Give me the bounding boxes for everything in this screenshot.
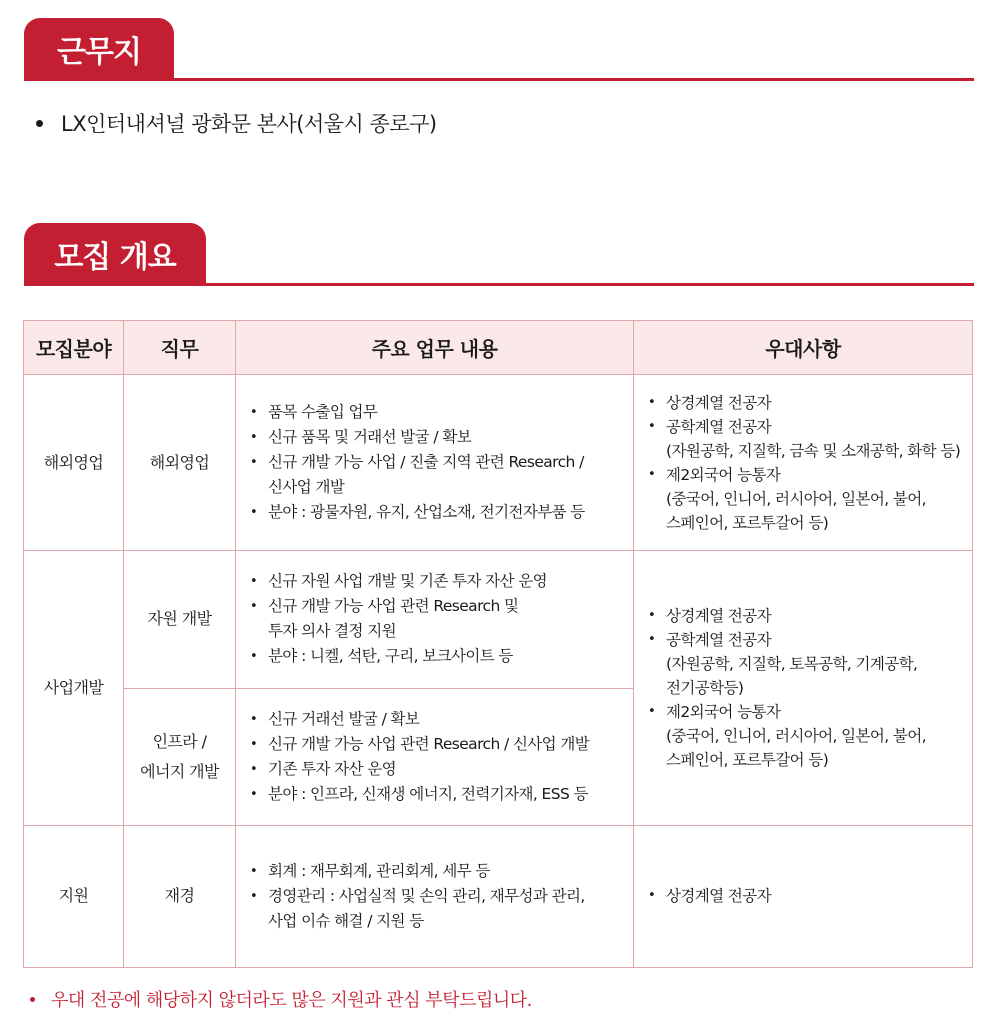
header-duties: 주요 업무 내용 xyxy=(236,321,634,375)
role-cell xyxy=(124,688,236,825)
duties-cell xyxy=(236,825,634,967)
list-item: • 분야 : 니켈, 석탄, 구리, 보크사이트 등 xyxy=(250,644,623,669)
table-row xyxy=(24,551,973,688)
list-item-line: 스페인어, 포르투갈어 등) xyxy=(666,751,829,770)
preferences-cell xyxy=(634,825,973,967)
recruitment-table xyxy=(23,320,973,968)
bullet-icon xyxy=(30,997,35,1002)
role-cell: 해외영업 xyxy=(124,375,236,551)
header-role: 직무 xyxy=(124,321,236,375)
location-item xyxy=(36,108,437,138)
list-item: • 신규 품목 및 거래선 발굴 / 확보 xyxy=(250,425,623,450)
list-item: • 신규 자원 사업 개발 및 기존 투자 자산 운영 xyxy=(250,569,623,594)
list-item-line: 사업 이슈 해결 / 지원 등 xyxy=(268,911,424,930)
list-item-line: • 제2외국어 능통자 xyxy=(666,703,781,722)
list-item-line: (중국어, 인니어, 러시아어, 일본어, 불어, xyxy=(666,489,926,508)
table-header-row xyxy=(24,321,973,375)
footer-note xyxy=(30,986,532,1012)
list-item: • 상경계열 전공자 xyxy=(648,604,962,628)
list-item-line: 신사업 개발 xyxy=(268,478,345,497)
table-row xyxy=(24,825,973,967)
list-item-line: (중국어, 인니어, 러시아어, 일본어, 불어, xyxy=(666,727,926,746)
list-item: • 기존 투자 자산 운영 xyxy=(250,757,623,782)
list-item xyxy=(648,415,962,463)
role-line: 에너지 개발 xyxy=(140,761,219,781)
duties-cell xyxy=(236,375,634,551)
list-item-line: (자원공학, 지질학, 토목공학, 기계공학, xyxy=(666,655,918,674)
field-cell: 해외영업 xyxy=(24,375,124,551)
overview-section-title: 모집 개요 xyxy=(24,223,206,285)
section-divider xyxy=(24,78,974,81)
role-cell: 재경 xyxy=(124,825,236,967)
list-item-line: 전기공학등) xyxy=(666,679,744,698)
list-item: • 상경계열 전공자 xyxy=(648,391,962,415)
list-item-line: • 제2외국어 능통자 xyxy=(666,465,781,484)
preferences-cell xyxy=(634,375,973,551)
list-item-line: 스페인어, 포르투갈어 등) xyxy=(666,513,829,532)
header-field: 모집분야 xyxy=(24,321,124,375)
list-item-line: (자원공학, 지질학, 금속 및 소재공학, 화학 등) xyxy=(666,441,961,460)
list-item: • 품목 수출입 업무 xyxy=(250,400,623,425)
list-item-line: • 공학계열 전공자 xyxy=(666,631,771,650)
location-section-header xyxy=(24,18,974,82)
list-item-line: • 신규 개발 가능 사업 관련 Research 및 xyxy=(268,597,519,616)
list-item xyxy=(648,463,962,535)
list-item: • 분야 : 광물자원, 유지, 산업소재, 전기전자부품 등 xyxy=(250,500,623,525)
list-item: • 신규 개발 가능 사업 관련 Research / 신사업 개발 xyxy=(250,732,623,757)
list-item: • 회계 : 재무회계, 관리회계, 세무 등 xyxy=(250,859,623,884)
list-item: • 신규 거래선 발굴 / 확보 xyxy=(250,707,623,732)
list-item xyxy=(250,594,623,644)
list-item-line: 투자 의사 결정 지원 xyxy=(268,622,396,641)
preferences-cell xyxy=(634,551,973,825)
table-row xyxy=(24,375,973,551)
list-item xyxy=(648,628,962,700)
duties-cell xyxy=(236,551,634,688)
role-line: 인프라 / xyxy=(152,731,207,751)
role-cell: 자원 개발 xyxy=(124,551,236,688)
list-item-line: • 공학계열 전공자 xyxy=(666,417,771,436)
field-cell: 지원 xyxy=(24,825,124,967)
location-section-title: 근무지 xyxy=(24,18,174,80)
header-preferences: 우대사항 xyxy=(634,321,973,375)
list-item-line: • 신규 개발 가능 사업 / 진출 지역 관련 Research / xyxy=(268,453,584,472)
list-item: • 상경계열 전공자 xyxy=(648,884,962,908)
bullet-icon xyxy=(36,120,43,127)
field-cell: 사업개발 xyxy=(24,551,124,825)
overview-section-header xyxy=(24,223,974,287)
list-item xyxy=(648,700,962,772)
footer-note-text: 우대 전공에 해당하지 않더라도 많은 지원과 관심 부탁드립니다. xyxy=(51,990,532,1011)
section-divider xyxy=(24,283,974,286)
location-text: LX인터내셔널 광화문 본사(서울시 종로구) xyxy=(61,112,437,136)
list-item-line: • 경영관리 : 사업실적 및 손익 관리, 재무성과 관리, xyxy=(268,886,585,905)
list-item: • 분야 : 인프라, 신재생 에너지, 전력기자재, ESS 등 xyxy=(250,782,623,807)
list-item xyxy=(250,450,623,500)
duties-cell xyxy=(236,688,634,825)
list-item xyxy=(250,884,623,934)
